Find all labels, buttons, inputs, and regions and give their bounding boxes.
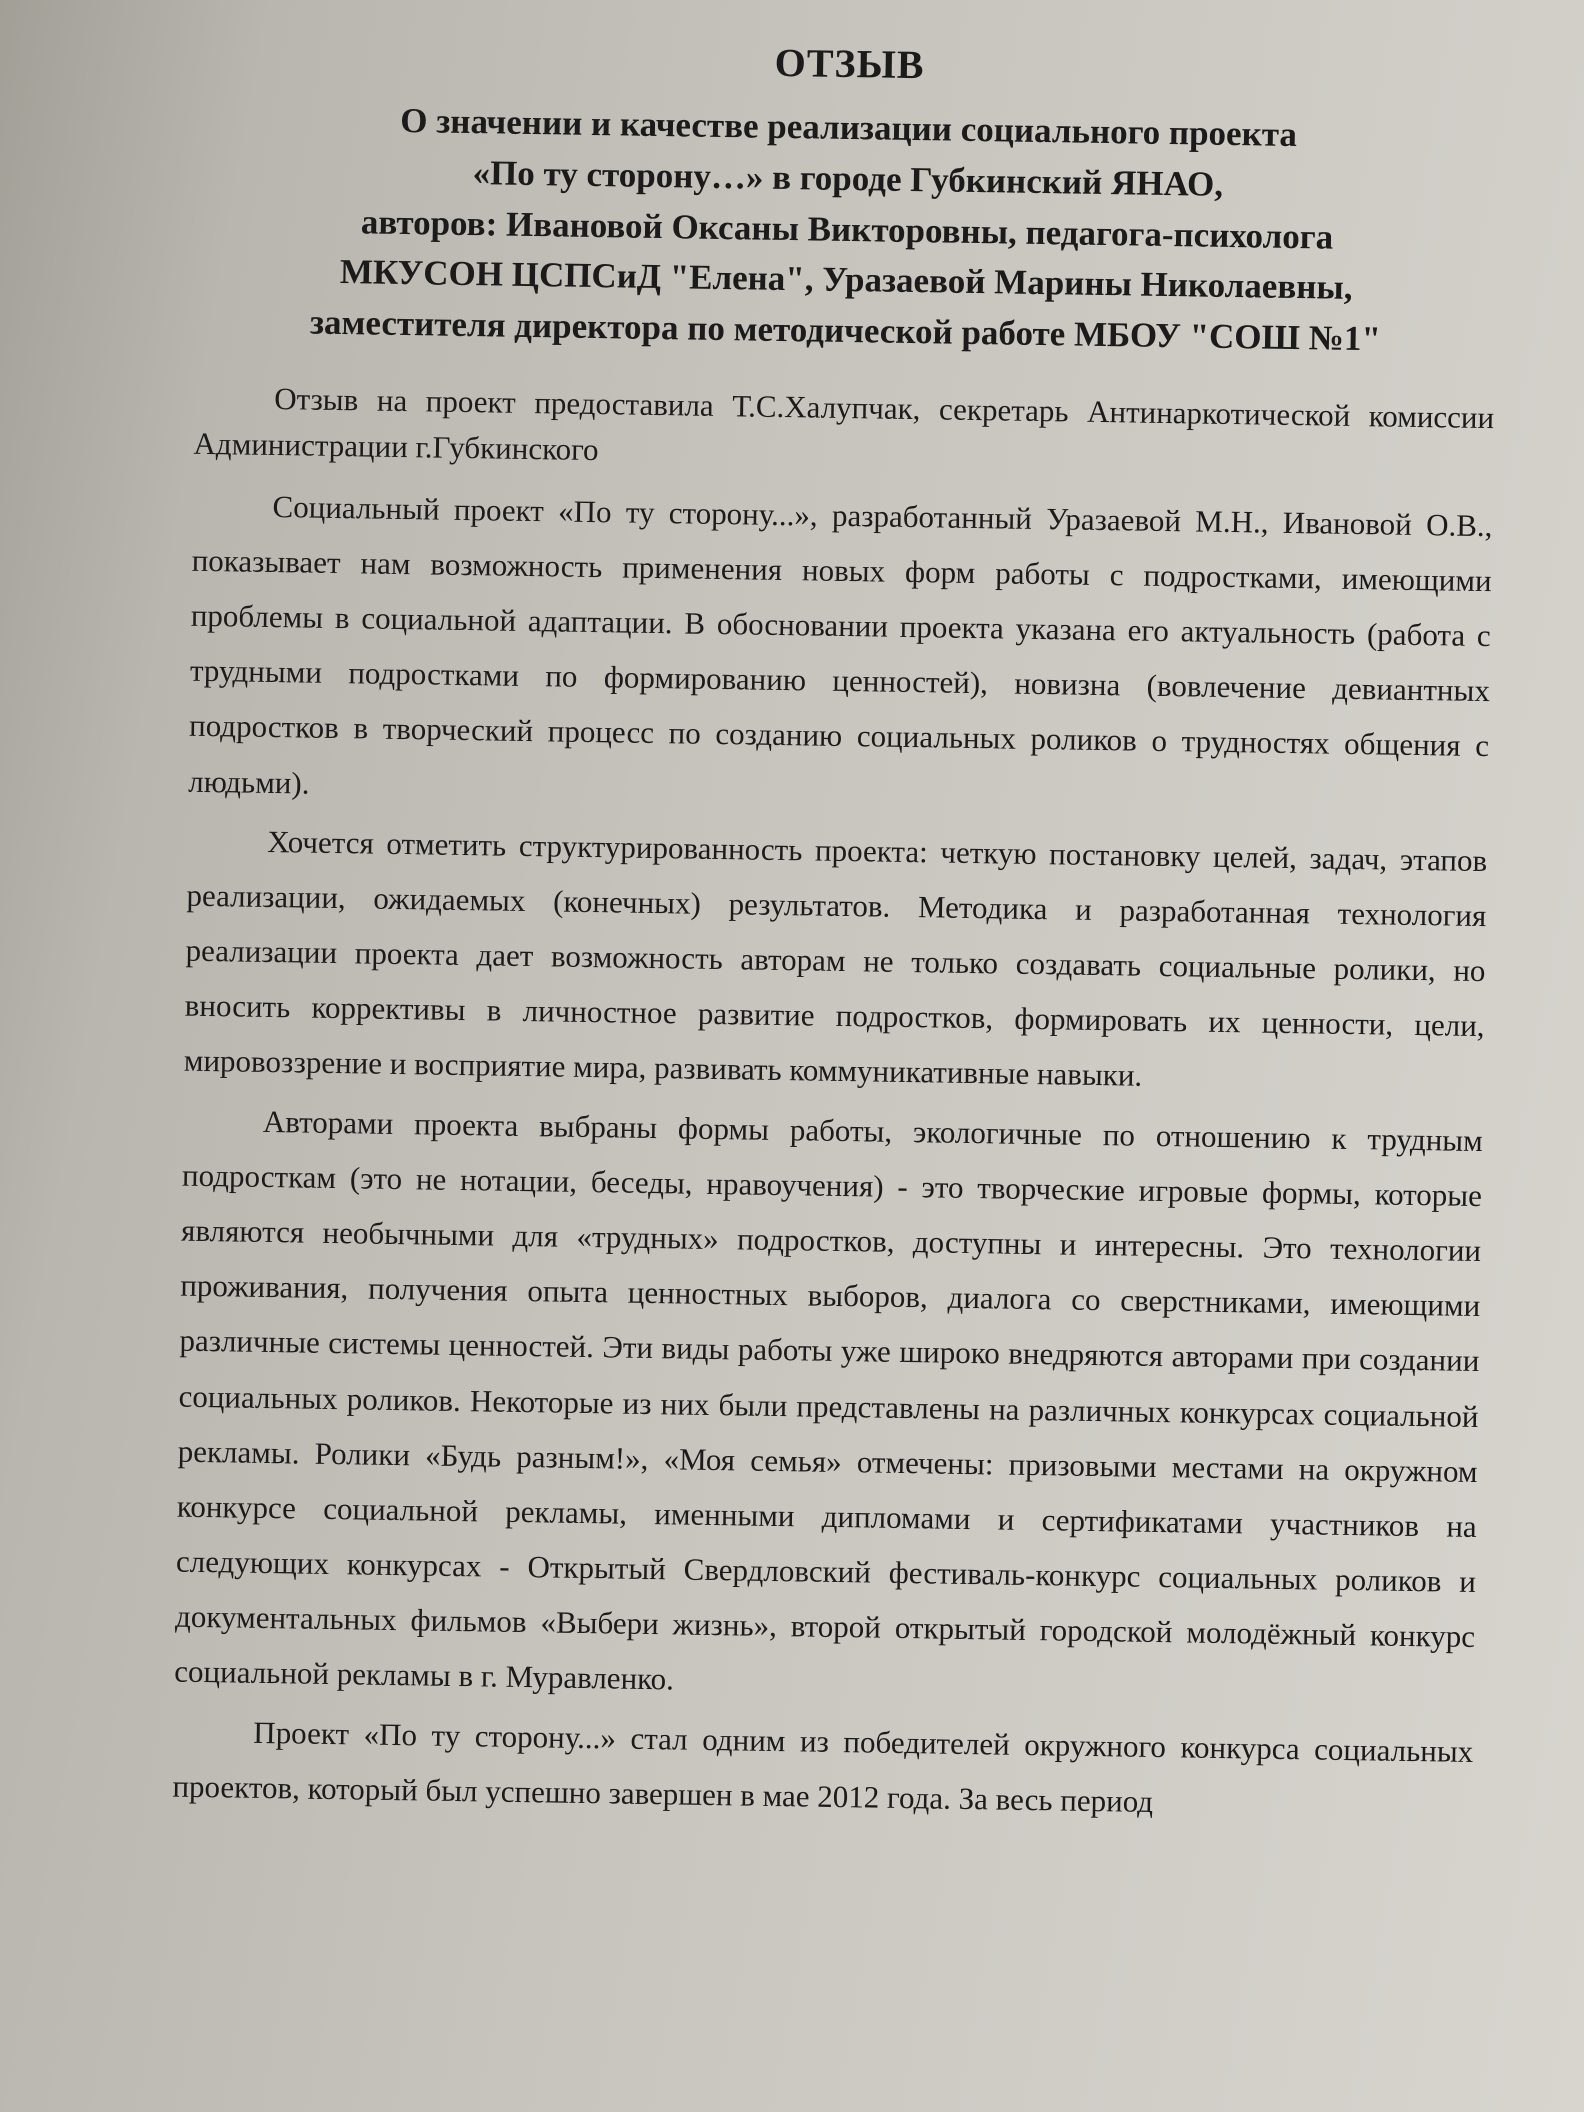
- subtitle-line: авторов: Ивановой Оксаны Викторовны, педагога-психолога: [360, 201, 1334, 257]
- document-title: ОТЗЫВ: [774, 39, 925, 88]
- document-page: [172, 30, 1500, 1838]
- paragraph-methods: Авторами проекта выбраны формы работы, экологичные по отношению к трудным подросткам (это не нотации, беседы, нравоучения) - это творческие игровые формы, которые являются необычными для «трудных» подростков, доступны и интересны. Это технологии проживания, получения опыта ценностных выборов, диалога со сверстниками, имеющими различные системы ценностей. Эти виды работы уже широко внедряются авторами при создании социальных роликов. Некоторые из них были представлены на различных конкурсах социальной рекламы. Ролики «Будь разным!», «Моя семья» отмечены: призовыми местами на окружном конкурсе социальной рекламы, именными дипломами и сертификатами участников на следующих конкурсах - Открытый Свердловский фестиваль-конкурс социальных роликов и документальных фильмов «Выбери жизнь», второй открытый городской молодёжный конкурс социальной рекламы в г. Муравленко.: [174, 1103, 1484, 1697]
- subtitle-line: «По ту сторону…» в городе Губкинский ЯНАО,: [472, 152, 1224, 204]
- paragraph-structure: Хочется отметить структурированность проекта: четкую постановку целей, задач, этапов реализации, ожидаемых (конечных) результатов. Методика и разработанная технология реализации проекта дает возможность авторам не только создавать социальные ролики, но вносить коррективы в личностное развитие подростков, формировать их ценности, цели, мировоззрение и восприятие мира, развивать коммуникативные навыки.: [183, 823, 1488, 1094]
- subtitle-line: О значении и качестве реализации социального проекта: [399, 100, 1298, 155]
- subtitle-line: МКУСОН ЦСПСиД "Елена", Уразаевой Марины Николаевны,: [339, 252, 1353, 308]
- subtitle-line: заместителя директора по методической работе МБОУ "СОШ №1": [309, 302, 1382, 359]
- paragraph-results: Проект «По ту сторону...» стал одним из победителей окружного конкурса социальных проектов, который был успешно завершен в мае 2012 года. За весь период: [172, 1714, 1474, 1819]
- document-subtitle: [195, 93, 1499, 367]
- paragraph-project-description: Социальный проект «По ту сторону...», разработанный Уразаевой М.Н., Ивановой О.В., показывает нам возможность применения новых форм работы с подростками, имеющими проблемы в социальной адаптации. В обосновании проекта указана его актуальность (работа с трудными подростками по формированию ценностей), новизна (вовлечение девиантных подростков в творческий процесс по созданию социальных роликов о трудностях общения с людьми).: [188, 488, 1493, 801]
- paragraph-reviewer: Отзыв на проект предоставила Т.С.Халупчак, секретарь Антинаркотической комиссии Администрации г.Губкинского: [193, 380, 1495, 468]
